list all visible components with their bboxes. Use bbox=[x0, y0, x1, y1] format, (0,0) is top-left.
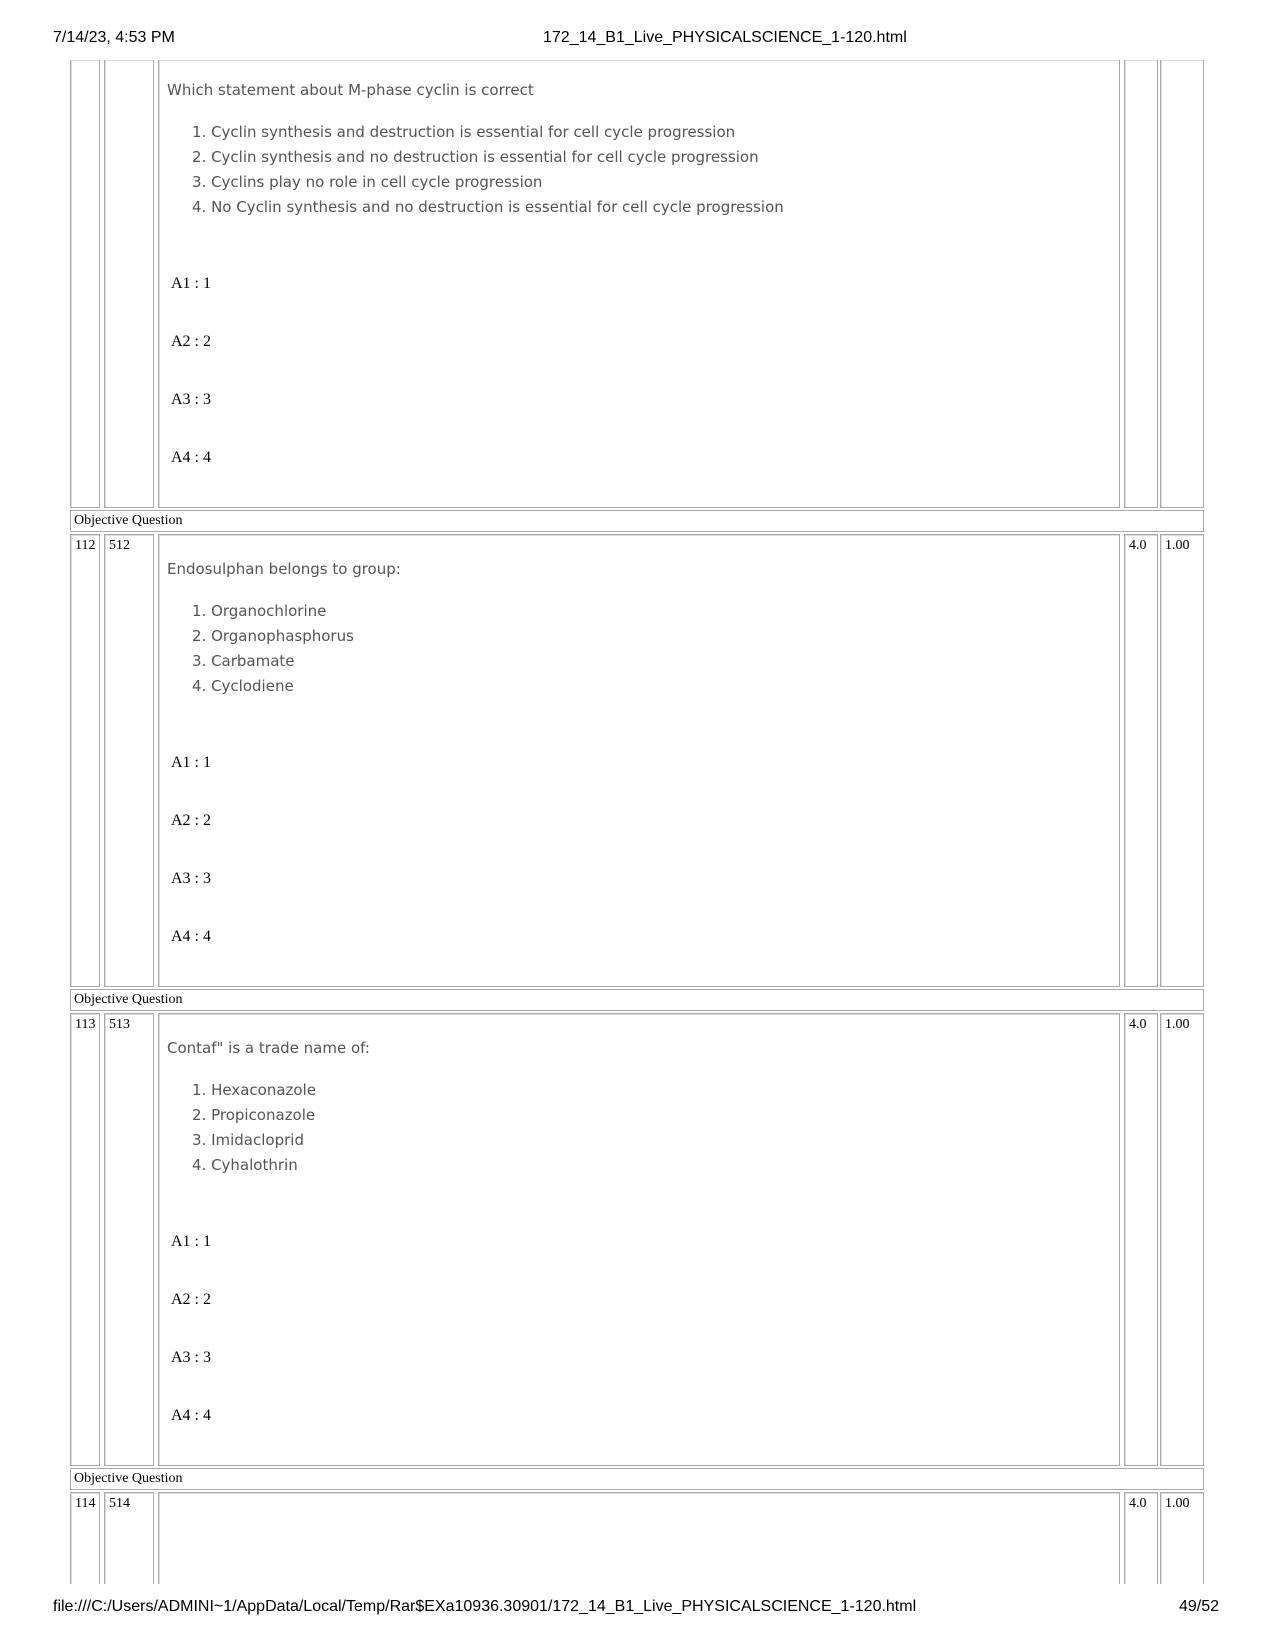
option-item: 2. Cyclin synthesis and no destruction is essential for cell cycle progression bbox=[192, 148, 759, 166]
option-item: 3. Carbamate bbox=[192, 652, 295, 670]
section-label: Objective Question bbox=[70, 1468, 1204, 1490]
option-item: 3. Imidacloprid bbox=[192, 1131, 304, 1149]
negative-marks-cell bbox=[1160, 60, 1204, 508]
answer-option: A4 : 4 bbox=[171, 928, 211, 945]
option-item: 2. Propiconazole bbox=[192, 1106, 316, 1124]
serial-cell bbox=[70, 60, 100, 508]
option-item: 4. Cyhalothrin bbox=[192, 1156, 298, 1174]
qid-cell: 513 bbox=[104, 1013, 154, 1466]
answer-option: A3 : 3 bbox=[171, 1349, 211, 1366]
question-cell bbox=[158, 1492, 1120, 1584]
negative-marks-cell: 1.00 bbox=[1160, 1492, 1204, 1584]
marks-cell: 4.0 bbox=[1124, 534, 1158, 987]
option-item: 1. Organochlorine bbox=[192, 602, 327, 620]
page-number: 49/52 bbox=[1179, 1598, 1220, 1615]
option-list bbox=[192, 599, 354, 699]
question-text: Which statement about M-phase cyclin is correct bbox=[167, 81, 534, 99]
question-text: Endosulphan belongs to group: bbox=[167, 560, 401, 578]
answer-option: A4 : 4 bbox=[171, 449, 211, 466]
option-item: 1. Cyclin synthesis and destruction is essential for cell cycle progression bbox=[192, 123, 736, 141]
serial-cell: 112 bbox=[70, 534, 100, 987]
qid-cell: 512 bbox=[104, 534, 154, 987]
answer-option: A2 : 2 bbox=[171, 812, 211, 829]
answer-option: A2 : 2 bbox=[171, 1291, 211, 1308]
marks-cell bbox=[1124, 60, 1158, 508]
answer-option: A2 : 2 bbox=[171, 333, 211, 350]
serial-cell: 114 bbox=[70, 1492, 100, 1584]
option-item: 2. Organophasphorus bbox=[192, 627, 354, 645]
option-list bbox=[192, 120, 784, 220]
marks-cell: 4.0 bbox=[1124, 1492, 1158, 1584]
document-title: 172_14_B1_Live_PHYSICALSCIENCE_1-120.html bbox=[543, 29, 907, 46]
answer-option: A3 : 3 bbox=[171, 391, 211, 408]
answer-option: A1 : 1 bbox=[171, 275, 211, 292]
option-item: 1. Hexaconazole bbox=[192, 1081, 316, 1099]
qid-cell bbox=[104, 60, 154, 508]
marks-cell: 4.0 bbox=[1124, 1013, 1158, 1466]
answer-option: A1 : 1 bbox=[171, 754, 211, 771]
option-item: 4. No Cyclin synthesis and no destruction is essential for cell cycle progression bbox=[192, 198, 784, 216]
print-datetime: 7/14/23, 4:53 PM bbox=[53, 29, 175, 46]
option-item: 3. Cyclins play no role in cell cycle progression bbox=[192, 173, 543, 191]
option-item: 4. Cyclodiene bbox=[192, 677, 294, 695]
negative-marks-cell: 1.00 bbox=[1160, 1013, 1204, 1466]
serial-cell: 113 bbox=[70, 1013, 100, 1466]
option-list bbox=[192, 1078, 316, 1178]
section-label: Objective Question bbox=[70, 989, 1204, 1011]
answer-option: A4 : 4 bbox=[171, 1407, 211, 1424]
answer-option: A1 : 1 bbox=[171, 1233, 211, 1250]
negative-marks-cell: 1.00 bbox=[1160, 534, 1204, 987]
file-path: file:///C:/Users/ADMINI~1/AppData/Local/Temp/Rar$EXa10936.30901/172_14_B1_Live_PHYSICALSCIENCE_1-120.html bbox=[53, 1598, 917, 1615]
section-label: Objective Question bbox=[70, 510, 1204, 532]
qid-cell: 514 bbox=[104, 1492, 154, 1584]
question-text: Contaf" is a trade name of: bbox=[167, 1039, 370, 1057]
answer-option: A3 : 3 bbox=[171, 870, 211, 887]
